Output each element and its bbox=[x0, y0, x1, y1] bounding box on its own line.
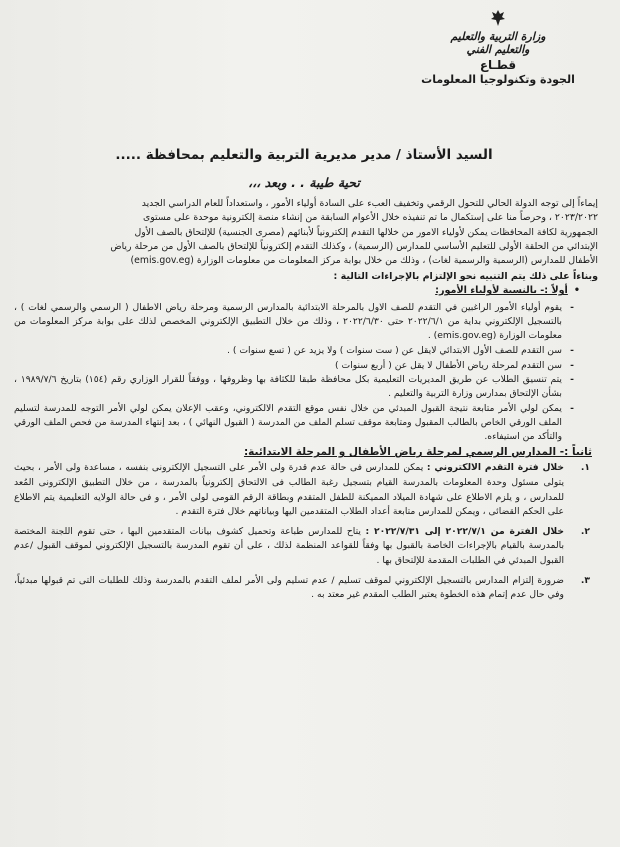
list-item: - يقوم أولياء الأمور الراغبين في التقدم للصف الاول بالمرحلة الابتدائية بالمدارس الرسمية ومرحلة رياض الاطفال ( الرسمي والرسمي لغات ) ، بالتسجيل الإلكتروني بداية من ٢٠٢٢/٦/١ حتى ٢٠٢٢/٦/٣٠ ، وذلك من خلال التطبيق الإلكتروني المخصص لذلك على بوابة مركز المعلومات من معلومات الوزارة (emis.gov.eg) . bbox=[14, 301, 562, 342]
addressee-line: السيد الأستاذ / مدير مديرية التربية والتعليم بمحافظة ..... bbox=[115, 147, 493, 163]
intro-line: الأطفال للمدارس (الرسمية والرسمية لغات) ، وذلك من خلال بوابة مركز المعلومات من معلومات الوزارة (emis.gov.eg) bbox=[130, 255, 598, 267]
greeting-line: تحية طيبة . . وبعد ،،، bbox=[248, 175, 360, 190]
section-one-title bbox=[10, 284, 580, 298]
sector-label: قطـاع bbox=[479, 58, 517, 72]
intro-line: الجمهورية لكافة المحافظات يمكن لأولياء الامور من خلالها التقدم إلكترونياً لأبنائهم (مصرى الجنسية) للإلتحاق بالصف الأول bbox=[134, 226, 598, 238]
item-lead: خلال الفترة من ٢٠٢٢/٧/١ إلى ٢٠٢٢/٧/٣١ : bbox=[365, 525, 565, 537]
ministry-line-2: والتعليم الفني bbox=[466, 43, 530, 56]
bullet-icon: • bbox=[573, 285, 580, 297]
item-text: يمكن للمدارس فى حالة عدم قدرة ولى الأمر على التسجيل الإلكترونى بنفسه ، مساعدة ولى الأمر ، بحيث يتولى مسئول وحدة المعلومات بالمدرسة القيام بتسجيل رغبة الطالب فى الالتحاق إلكترونياً بالمدرسة ، من خلال التطبيق الإلكترونى المُعد للمدارس ، و يلزم الاطلاع على شهادة الميلاد المميكنة للطفل المتقدم وبطاقة الرقم القومى لولى الأمر ، و فى حالة الولايه التعليمية يتم الاطلاع على الحكم القضائى ، ويمكن للمدارس متابعة أعداد الطلاب المتقدمين اليها وبياناتهم خلال فترة التقدم . bbox=[14, 462, 564, 518]
list-item: - يمكن لولي الأمر متابعة نتيجة القبول المبدئي من خلال نفس موقع التقدم الالكتروني، وعقب الإعلان يمكن لولي الأمر التوجه للمدرسة لتسليم الملف الورقي الخاص بالطالب المقبول ومتابعة موقف تسلم الملف من المدرسة ( القبول النهائي ) ، بعد إنتهاء المدرسة من فحص الملف الورقي والتأكد من استيفاءه. bbox=[14, 402, 562, 443]
item-text: يتاح للمدارس طباعة وتحميل كشوف بيانات المتقدمين اليها ، حتى تقوم اللجنة المختصة بالمدرسة بالقيام بالإجراءات الخاصة بالقبول بها وفقاً للقواعد المنظمة لذلك ، على أن تقوم المدرسة بالتسجيل الإلكتروني لموقف القبول /عدم القبول المبدئي في الطلبات المقدمة للإلتحاق بها . bbox=[14, 525, 564, 567]
list-item: - سن التقدم للصف الأول الابتدائي لايقل عن ( ست سنوات ) ولا يزيد عن ( تسع سنوات ) . bbox=[14, 344, 562, 358]
section-one-title-text: أولاً :- بالنسبة لأولياء الأمور: bbox=[435, 285, 568, 297]
list-item: - سن التقدم لمرحلة رياض الأطفال لا يقل عن ( أربع سنوات ) bbox=[14, 359, 562, 373]
item-number: ٣. bbox=[580, 574, 590, 586]
ministry-line-1: وزارة التربية والتعليم bbox=[450, 30, 546, 43]
item-lead: خلال فترة التقدم الالكتروني : bbox=[426, 462, 565, 474]
section-one-list bbox=[14, 301, 562, 443]
intro-line: إيماءاً إلى توجه الدولة الحالي للتحول الرقمي وتخفيف العبء على السادة أولياء الأمور ، واستعداداً للعام الدراسي الجديد bbox=[141, 198, 598, 209]
item-number: ١. bbox=[580, 462, 590, 474]
item-number: ٢. bbox=[580, 525, 590, 537]
list-item: - يتم تنسيق الطلاب عن طريق المديريات التعليمية بكل محافظة طبقا للكثافة بها وظروفها ، ووفقاً للقرار الوزاري رقم (١٥٤) بتاريخ ١٩٨٩/٧/٦ ، بشأن الإلتحاق بمدارس وزارة التربية والتعليم . bbox=[14, 373, 562, 401]
eagle-emblem-icon bbox=[488, 8, 508, 28]
section-two-title: ثانياً :- المدارس الرسمي لمرحلة رياض الأطفال و المرحلة الابتدائية: bbox=[243, 446, 592, 459]
sector-name: الجودة وتكنولوجيا المعلومات bbox=[421, 73, 575, 86]
section-two-list bbox=[14, 461, 590, 602]
intro-line: الإبتدائي من الحلقة الأولى للتعليم الأساسي للمدارس (الرسمية) ، وكذلك التقدم إلكترونياً للإلتحاق بالصف الأول من مرحلة رياض bbox=[110, 240, 598, 252]
lead-sentence: وبناءاً على ذلك يتم التنبيه نحو الإلتزام بالإجراءات التالية : bbox=[333, 271, 598, 283]
list-item bbox=[14, 461, 590, 519]
intro-paragraph bbox=[10, 197, 598, 268]
list-item bbox=[14, 525, 590, 569]
letterhead bbox=[398, 8, 598, 87]
intro-line: ٢٠٢٣/٢٠٢٢ ، وحرصاً منا على إستكمال ما تم تنفيذه خلال الأعوام السابقة من إنشاء منصة إلكترونية موحدة على مستوى bbox=[142, 212, 598, 224]
list-item bbox=[14, 574, 590, 603]
item-text: ضرورة إلتزام المدارس بالتسجيل الإلكتروني لموقف تسليم / عدم تسليم ولى الأمر لملف التقدم بالمدرسة وذلك للطلبات التى تم قبولها مبدئياً، وفي حال عدم إتمام هذه الخطوة يعتبر الطلب المقدم غير معتد به . bbox=[14, 574, 564, 601]
